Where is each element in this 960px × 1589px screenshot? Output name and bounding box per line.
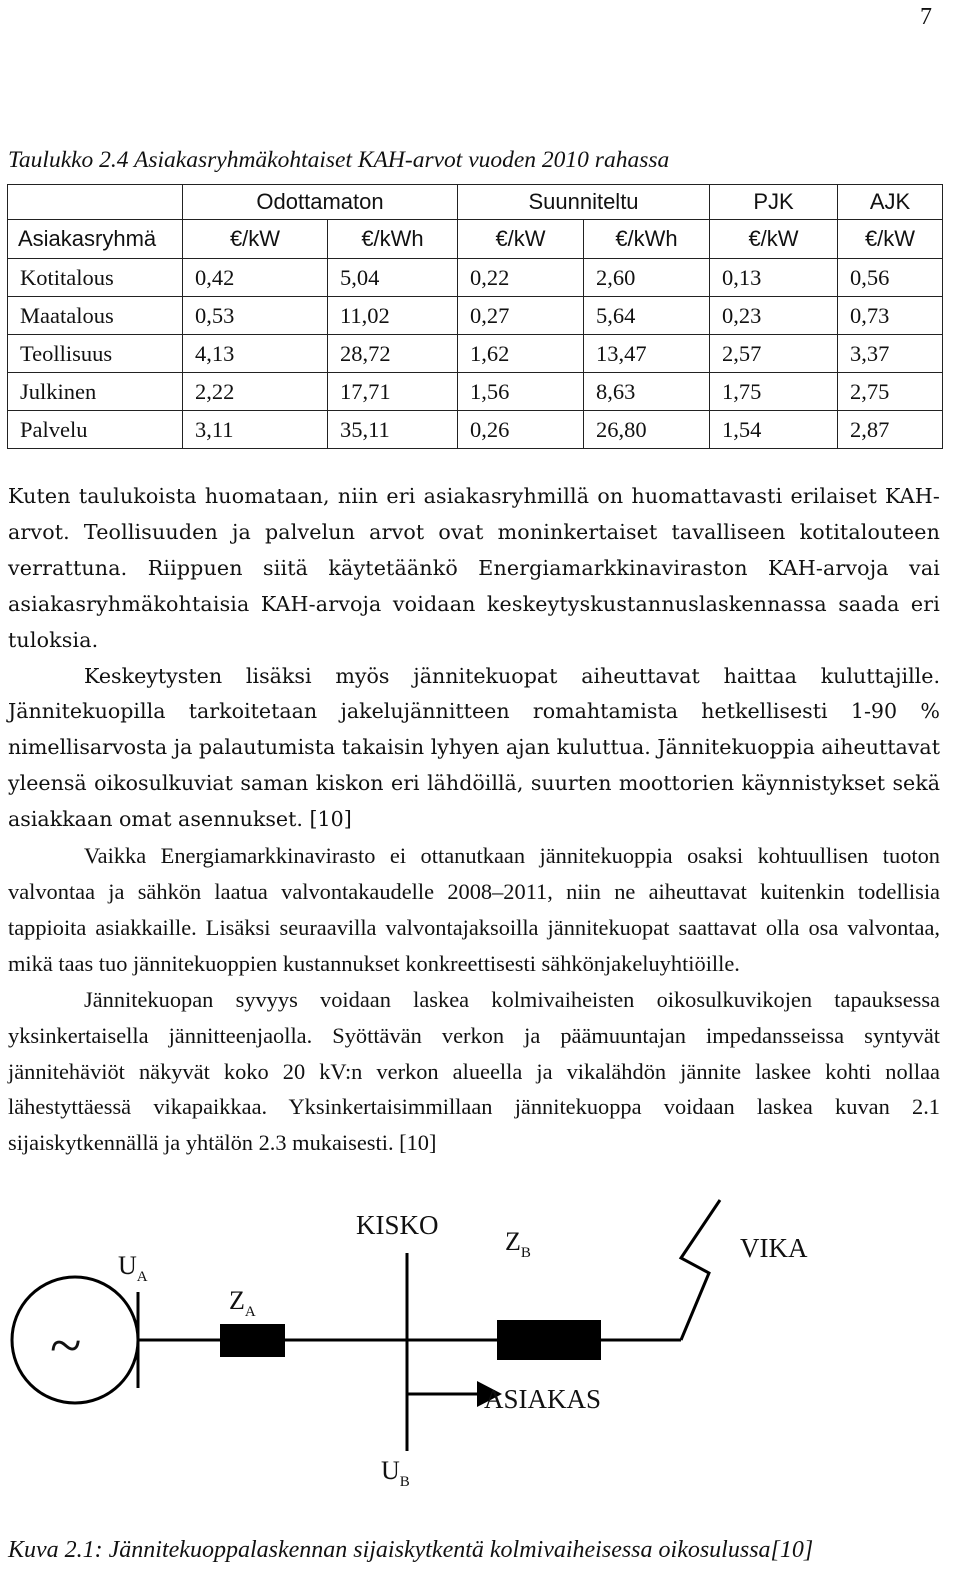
column-header-unit: €/kWh [584, 220, 710, 259]
body-text [8, 479, 940, 1161]
table-corner-cell [8, 185, 183, 220]
column-header-unit: €/kW [458, 220, 584, 259]
label-ua [118, 1251, 148, 1285]
group-header-suunniteltu: Suunniteltu [458, 185, 710, 220]
table-cell: 0,56 [838, 259, 943, 297]
fault-lightning-icon [681, 1200, 720, 1340]
table-cell: 8,63 [584, 373, 710, 411]
label-za-sub: A [244, 1304, 256, 1320]
table-cell: 2,60 [584, 259, 710, 297]
group-header-odottamaton: Odottamaton [183, 185, 458, 220]
label-ua-sub: A [136, 1269, 148, 1285]
table-cell: 17,71 [328, 373, 458, 411]
table-cell: 5,04 [328, 259, 458, 297]
column-header-unit: €/kWh [328, 220, 458, 259]
table-cell: 0,13 [710, 259, 838, 297]
table-cell: 2,22 [183, 373, 328, 411]
table-cell: 2,75 [838, 373, 943, 411]
kah-table [7, 184, 943, 449]
label-ub-main: U [381, 1456, 400, 1485]
group-header-pjk: PJK [710, 185, 838, 220]
table-row [8, 259, 943, 297]
table-cell: 3,37 [838, 335, 943, 373]
label-kisko: KISKO [356, 1210, 439, 1240]
column-header-unit: €/kW [183, 220, 328, 259]
label-zb-main: Z [505, 1227, 521, 1256]
table-row [8, 411, 943, 449]
label-zb-sub: B [520, 1245, 531, 1261]
table-cell: 1,62 [458, 335, 584, 373]
column-header-unit: €/kW [838, 220, 943, 259]
source-symbol: ~ [50, 1313, 82, 1378]
table-caption [8, 147, 669, 174]
label-za-main: Z [229, 1286, 245, 1315]
label-vika: VIKA [740, 1233, 808, 1263]
label-asiakas: ASIAKAS [484, 1384, 602, 1414]
impedance-zb-block [497, 1320, 601, 1360]
table-cell: 2,87 [838, 411, 943, 449]
table-cell-group: Kotitalous [8, 259, 183, 297]
label-ub-sub: B [399, 1474, 410, 1490]
table-cell: 1,56 [458, 373, 584, 411]
paragraph: Jännitekuopan syvyys voidaan laskea kolmivaiheisten oikosulkuvikojen tapauksessa yksinkertaisella jännitteenjaolla. Syöttävän verkon ja päämuuntajan impedansseissa syntyvät jännitehäviöt näkyvät koko 20 kV:n verkon alueella ja vikalähdön jännite laskee kohti nollaa lähestyttäessä vikapaikkaa. Yksinkertaisimmillaan jännitekuoppa voidaan laskea kuvan 2.1 sijaiskytkennällä ja yhtälön 2.3 mukaisesti. [10] [8, 986, 940, 1156]
page-number: 7 [920, 4, 932, 30]
table-cell: 13,47 [584, 335, 710, 373]
paragraph: Vaikka Energiamarkkinavirasto ei ottanutkaan jännitekuoppia osaksi kohtuullisen tuoton valvontaa ja sähkön laatua valvontakaudelle 2008–2011, niin ne aiheuttavat kuitenkin todellisia tappioita asiakkaille. Lisäksi seuraavilla valvontajaksoilla jännitekuopat saattavat olla osa valvontaa, mikä taas tuo jännitekuoppien kustannukset konkreettisesti sähkönjakeluyhtiöille. [8, 843, 940, 976]
label-ua-main: U [118, 1251, 137, 1280]
table-cell: 0,73 [838, 297, 943, 335]
table-cell: 0,27 [458, 297, 584, 335]
paragraph: Kuten taulukoista huomataan, niin eri asiakasryhmillä on huomattavasti erilaiset KAH-arvot. Teollisuuden ja palvelun arvot ovat moninkertaiset tavalliseen kotitalouteen verrattuna. Riippuen siitä käytetäänkö Energiamarkkinaviraston KAH-arvoja vai asiakasryhmäkohtaisia KAH-arvoja voidaan keskeytyskustannuslaskennassa saada eri tuloksia. [8, 484, 940, 652]
table-caption-text: Asiakasryhmäkohtaiset KAH-arvot vuoden 2010 rahassa [128, 147, 670, 173]
label-za [229, 1286, 256, 1320]
table-cell: 35,11 [328, 411, 458, 449]
table-cell: 1,75 [710, 373, 838, 411]
group-header-ajk: AJK [838, 185, 943, 220]
table-cell: 4,13 [183, 335, 328, 373]
table-cell-group: Teollisuus [8, 335, 183, 373]
table-cell: 2,57 [710, 335, 838, 373]
column-header-unit: €/kW [710, 220, 838, 259]
table-row [8, 335, 943, 373]
table-row [8, 373, 943, 411]
equivalent-circuit-diagram [0, 1188, 960, 1518]
table-cell: 1,54 [710, 411, 838, 449]
table-cell-group: Palvelu [8, 411, 183, 449]
table-cell-group: Maatalous [8, 297, 183, 335]
impedance-za-block [220, 1324, 285, 1357]
table-cell: 0,26 [458, 411, 584, 449]
table-group-header-row [8, 185, 943, 220]
column-header-asiakasryhma: Asiakasryhmä [8, 220, 183, 259]
paragraph: Keskeytysten lisäksi myös jännitekuopat aiheuttavat haittaa kuluttajille. Jännitekuopilla tarkoitetaan jakelujännitteen romahtamista hetkellisesti 1-90 % nimellisarvosta ja palautumista takaisin lyhyen ajan kuluttua. Jännitekuoppia aiheuttavat yleensä oikosulkuviat saman kiskon eri lähdöillä, suurten moottorien käynnistykset sekä asiakkaan omat asennukset. [10] [8, 663, 940, 832]
label-ub [381, 1456, 410, 1490]
table-cell: 0,53 [183, 297, 328, 335]
table-cell: 0,22 [458, 259, 584, 297]
table-cell: 26,80 [584, 411, 710, 449]
figure-caption: Kuva 2.1: Jännitekuoppalaskennan sijaiskytkentä kolmivaiheisessa oikosulussa[10] [8, 1537, 814, 1563]
table-cell: 11,02 [328, 297, 458, 335]
table-cell: 3,11 [183, 411, 328, 449]
table-cell-group: Julkinen [8, 373, 183, 411]
table-cell: 0,23 [710, 297, 838, 335]
table-cell: 28,72 [328, 335, 458, 373]
table-caption-label: Taulukko 2.4 [8, 147, 129, 173]
label-zb [505, 1227, 531, 1261]
table-cell: 0,42 [183, 259, 328, 297]
table-cell: 5,64 [584, 297, 710, 335]
table-row [8, 297, 943, 335]
table-unit-header-row [8, 220, 943, 259]
